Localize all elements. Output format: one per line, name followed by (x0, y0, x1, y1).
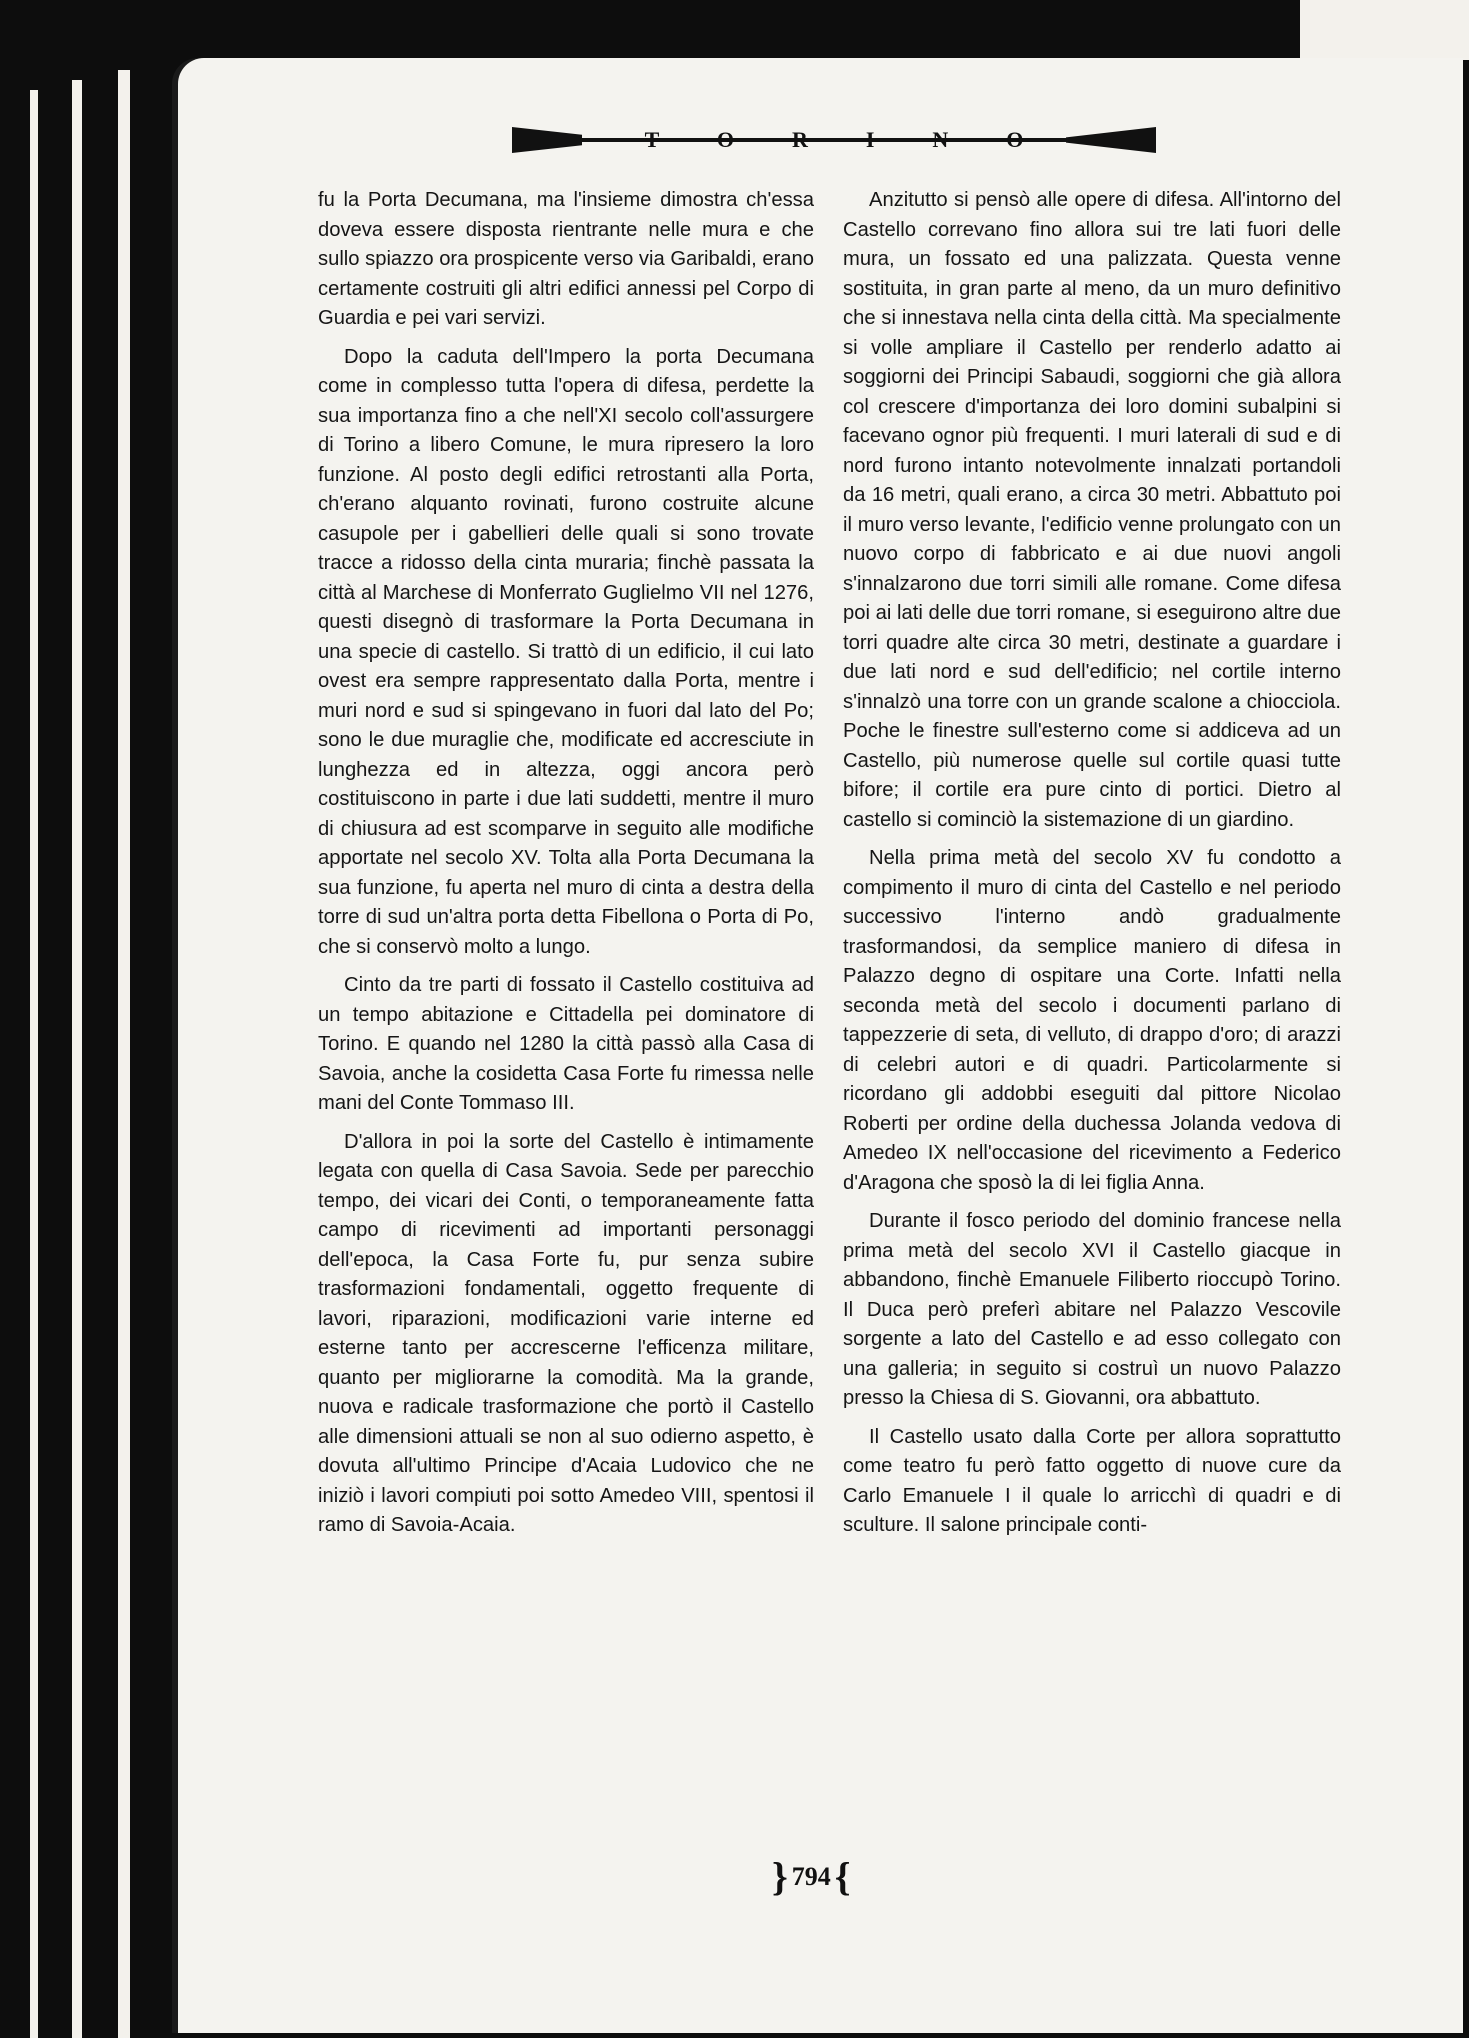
paragraph: Durante il fosco periodo del dominio francese nella prima metà del secolo XVI il Castello giacque in abbandono, finchè Emanuele Filiberto rioccupò Torino. Il Duca però preferì abitare nel Palazzo Vescovile sorgente a lato del Castello e ad esso collegato con una galleria; in seguito si costruì un nuovo Palazzo presso la Chiesa di S. Giovanni, ora abbattuto. (843, 1210, 1341, 1409)
page-folio (772, 1854, 851, 1899)
folio-brace-right-icon: { (834, 1854, 851, 1899)
page-edge-3 (118, 70, 130, 2038)
page-number: 794 (791, 1862, 831, 1891)
folio-brace-left-icon: } (772, 1854, 788, 1899)
paragraph: Nella prima metà del secolo XV fu condotto a compimento il muro di cinta del Castello e nel periodo successivo l'interno andò gradualmente trasformandosi, da semplice maniero di difesa in Palazzo degno di ospitare una Corte. Infatti nella seconda metà del secolo i documenti parlano di tappezzerie di seta, di velluto, di drappo d'oro; di arazzi di celebri autori e di quadri. Particolarmente si ricordano gli addobbi eseguiti dal pittore Nicolao Roberti per ordine della duchessa Jolanda vedova di Amedeo IX nell'occasione del ricevimento a Federico d'Aragona che sposò la di lei figlia Anna. (843, 847, 1341, 1194)
page-edge-2 (72, 80, 82, 2038)
left-column (318, 186, 814, 1550)
header-ornament-left (512, 127, 582, 153)
page-edge-1 (30, 90, 38, 2038)
paragraph: Il Castello usato dalla Corte per allora soprattutto come teatro fu però fatto oggetto di nuove cure da Carlo Emanuele I il quale lo arricchì di quadri e di sculture. Il salone principale conti- (843, 1425, 1341, 1536)
paragraph: Dopo la caduta dell'Impero la porta Decumana come in complesso tutta l'opera di difesa, perdette la sua importanza fino a che nell'XI secolo coll'assurgere di Torino a libero Comune, le mura ripresero la loro funzione. Al posto degli edifici retrostanti alla Porta, ch'erano alquanto rovinati, furono costruite alcune casupole per i gabellieri delle quali si sono trovate tracce a ridosso della cinta muraria; finchè passata la città al Marchese di Monferrato Guglielmo VII nel 1276, questi disegnò di trasformare la Porta Decumana in una specie di castello. Si trattò di un edificio, il cui lato ovest era sempre rappresentato dalla Porta, mentre i muri nord e sud si spingevano in fuori dal lato del Po; sono le due muraglie che, modificate ed accresciute in lunghezza ed in altezza, oggi ancora però costituiscono in parte i due lati suddetti, mentre il muro di chiusura ad est scomparve in seguito alle modifiche apportate nel secolo XV. Tolta alla Porta Decumana la sua funzione, fu aperta nel muro di cinta a destra della torre di sud un'altra porta detta Fibellona o Porta di Po, che si conservò molto a lungo. (318, 345, 814, 958)
paragraph: Cinto da tre parti di fossato il Castello costituiva ad un tempo abitazione e Cittadella pei dominatore di Torino. E quando nel 1280 la città passò alla Casa di Savoia, anche la cosidetta Casa Forte fu rimessa nelle mani del Conte Tommaso III. (318, 974, 814, 1114)
paragraph: Anzitutto si pensò alle opere di difesa. All'intorno del Castello correvano fino allora sui tre lati fuori delle mura, un fossato ed una palizzata. Questa venne sostituita, in gran parte al meno, da un muro definitivo che si innestava nella cinta della città. Ma specialmente si volle ampliare il Castello per renderlo adatto ai soggiorni dei Principi Sabaudi, soggiorni che già allora col crescere d'importanza dei loro domini subalpini si facevano ognor più frequenti. I muri laterali di sud e di nord furono intanto notevolmente innalzati portandoli da 16 metri, quali erano, a circa 30 metri. Abbattuto poi il muro verso levante, l'edificio venne prolungato con un nuovo corpo di fabbricato e ai due nuovi angoli s'innalzarono due torri simili alle romane. Come difesa poi ai lati delle due torri romane, si eseguirono altre due torri quadre alte circa 30 metri, destinate a guardare i due lati nord e sud dell'edificio; nel cortile interno s'innalzò una torre con un grande scalone a chiocciola. Poche le finestre sull'esterno come si addiceva ad un Castello, più numerose quelle sul cortile quasi tutte bifore; il cortile era pure cinto di portici. Dietro al castello si cominciò la sistemazione di un giardino. (843, 189, 1341, 831)
paragraph: D'allora in poi la sorte del Castello è intimamente legata con quella di Casa Savoia. Sede per parecchio tempo, dei vicari dei Conti, o temporaneamente fatta campo di ricevimenti ad importanti personaggi dell'epoca, la Casa Forte fu, pur senza subire trasformazioni fondamentali, oggetto frequente di lavori, riparazioni, modificazioni varie interne ed esterne tanto per accrescerne l'efficenza militare, quanto per migliorarne la comodità. Ma la grande, nuova e radicale trasformazione che portò il Castello alle dimensioni attuali se non al suo odierno aspetto, è dovuta all'ultimo Principe d'Acaia Ludovico che ne iniziò i lavori compiuti poi sotto Amedeo VIII, spentosi il ramo di Savoia-Acaia. (318, 1130, 814, 1536)
paragraph: fu la Porta Decumana, ma l'insieme dimostra ch'essa doveva essere disposta rientrante nelle mura e che sullo spiazzo ora prospicente verso via Garibaldi, erano certamente costruiti gli altri edifici annessi pel Corpo di Guardia e pei vari servizi. (318, 189, 814, 329)
running-header (512, 127, 1156, 153)
right-column (843, 186, 1341, 1550)
page-edge-4 (1300, 0, 1469, 60)
header-title: TORINO (644, 127, 1082, 152)
